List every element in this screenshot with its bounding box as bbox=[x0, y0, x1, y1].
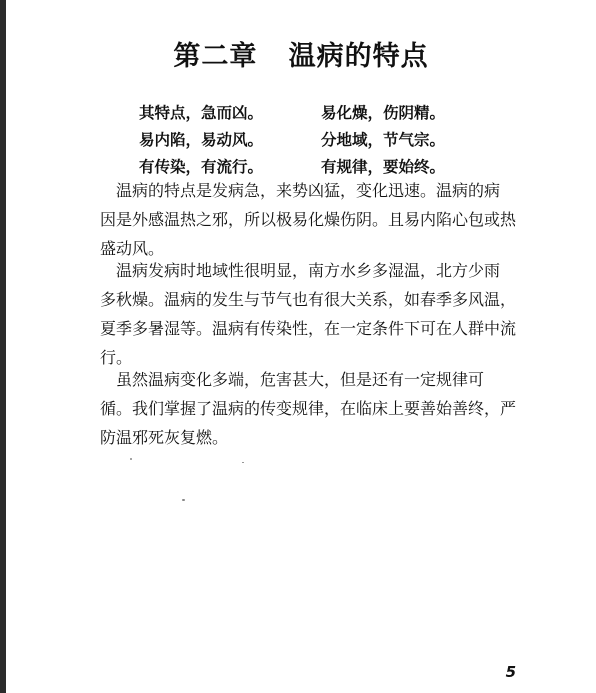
motto-row bbox=[139, 99, 445, 126]
motto-left: 有传染，有流行。 bbox=[139, 157, 264, 176]
paragraph-regional-seasonal bbox=[100, 256, 560, 372]
paragraph-characteristics bbox=[100, 176, 560, 263]
motto-right: 有规律，要始终。 bbox=[321, 157, 446, 176]
scan-speck bbox=[242, 462, 244, 463]
chapter-title: 第二章 温病的特点 bbox=[173, 41, 429, 72]
scan-speck bbox=[182, 499, 185, 501]
paragraph-line: 温病的特点是发病急，来势凶猛，变化迅速。温病的病 bbox=[100, 181, 501, 200]
scan-speck bbox=[130, 458, 132, 460]
document-page bbox=[6, 0, 596, 693]
paragraph-regularity bbox=[100, 365, 560, 452]
page-number: 5 bbox=[505, 663, 516, 681]
paragraph-line: 行。 bbox=[100, 348, 133, 367]
motto-right: 分地域，节气宗。 bbox=[321, 130, 446, 149]
paragraph-line: 温病发病时地域性很明显，南方水乡多湿温，北方少雨 bbox=[100, 261, 501, 280]
motto-row bbox=[139, 126, 445, 153]
paragraph-line: 因是外感温热之邪，所以极易化燥伤阴。且易内陷心包或热 bbox=[100, 210, 517, 229]
motto-right: 易化燥，伤阴精。 bbox=[321, 103, 446, 122]
paragraph-line: 循。我们掌握了温病的传变规律，在临床上要善始善终，严 bbox=[100, 399, 517, 418]
motto-left: 易内陷，易动风。 bbox=[139, 130, 264, 149]
paragraph-line: 防温邪死灰复燃。 bbox=[100, 428, 229, 447]
paragraph-line: 多秋燥。温病的发生与节气也有很大关系，如春季多风温， bbox=[100, 290, 517, 309]
motto-block bbox=[139, 99, 445, 180]
motto-left: 其特点，急而凶。 bbox=[139, 103, 264, 122]
paragraph-line: 夏季多暑湿等。温病有传染性，在一定条件下可在人群中流 bbox=[100, 319, 517, 338]
paragraph-line: 盛动风。 bbox=[100, 239, 165, 258]
paragraph-line: 虽然温病变化多端，危害甚大，但是还有一定规律可 bbox=[100, 370, 485, 389]
